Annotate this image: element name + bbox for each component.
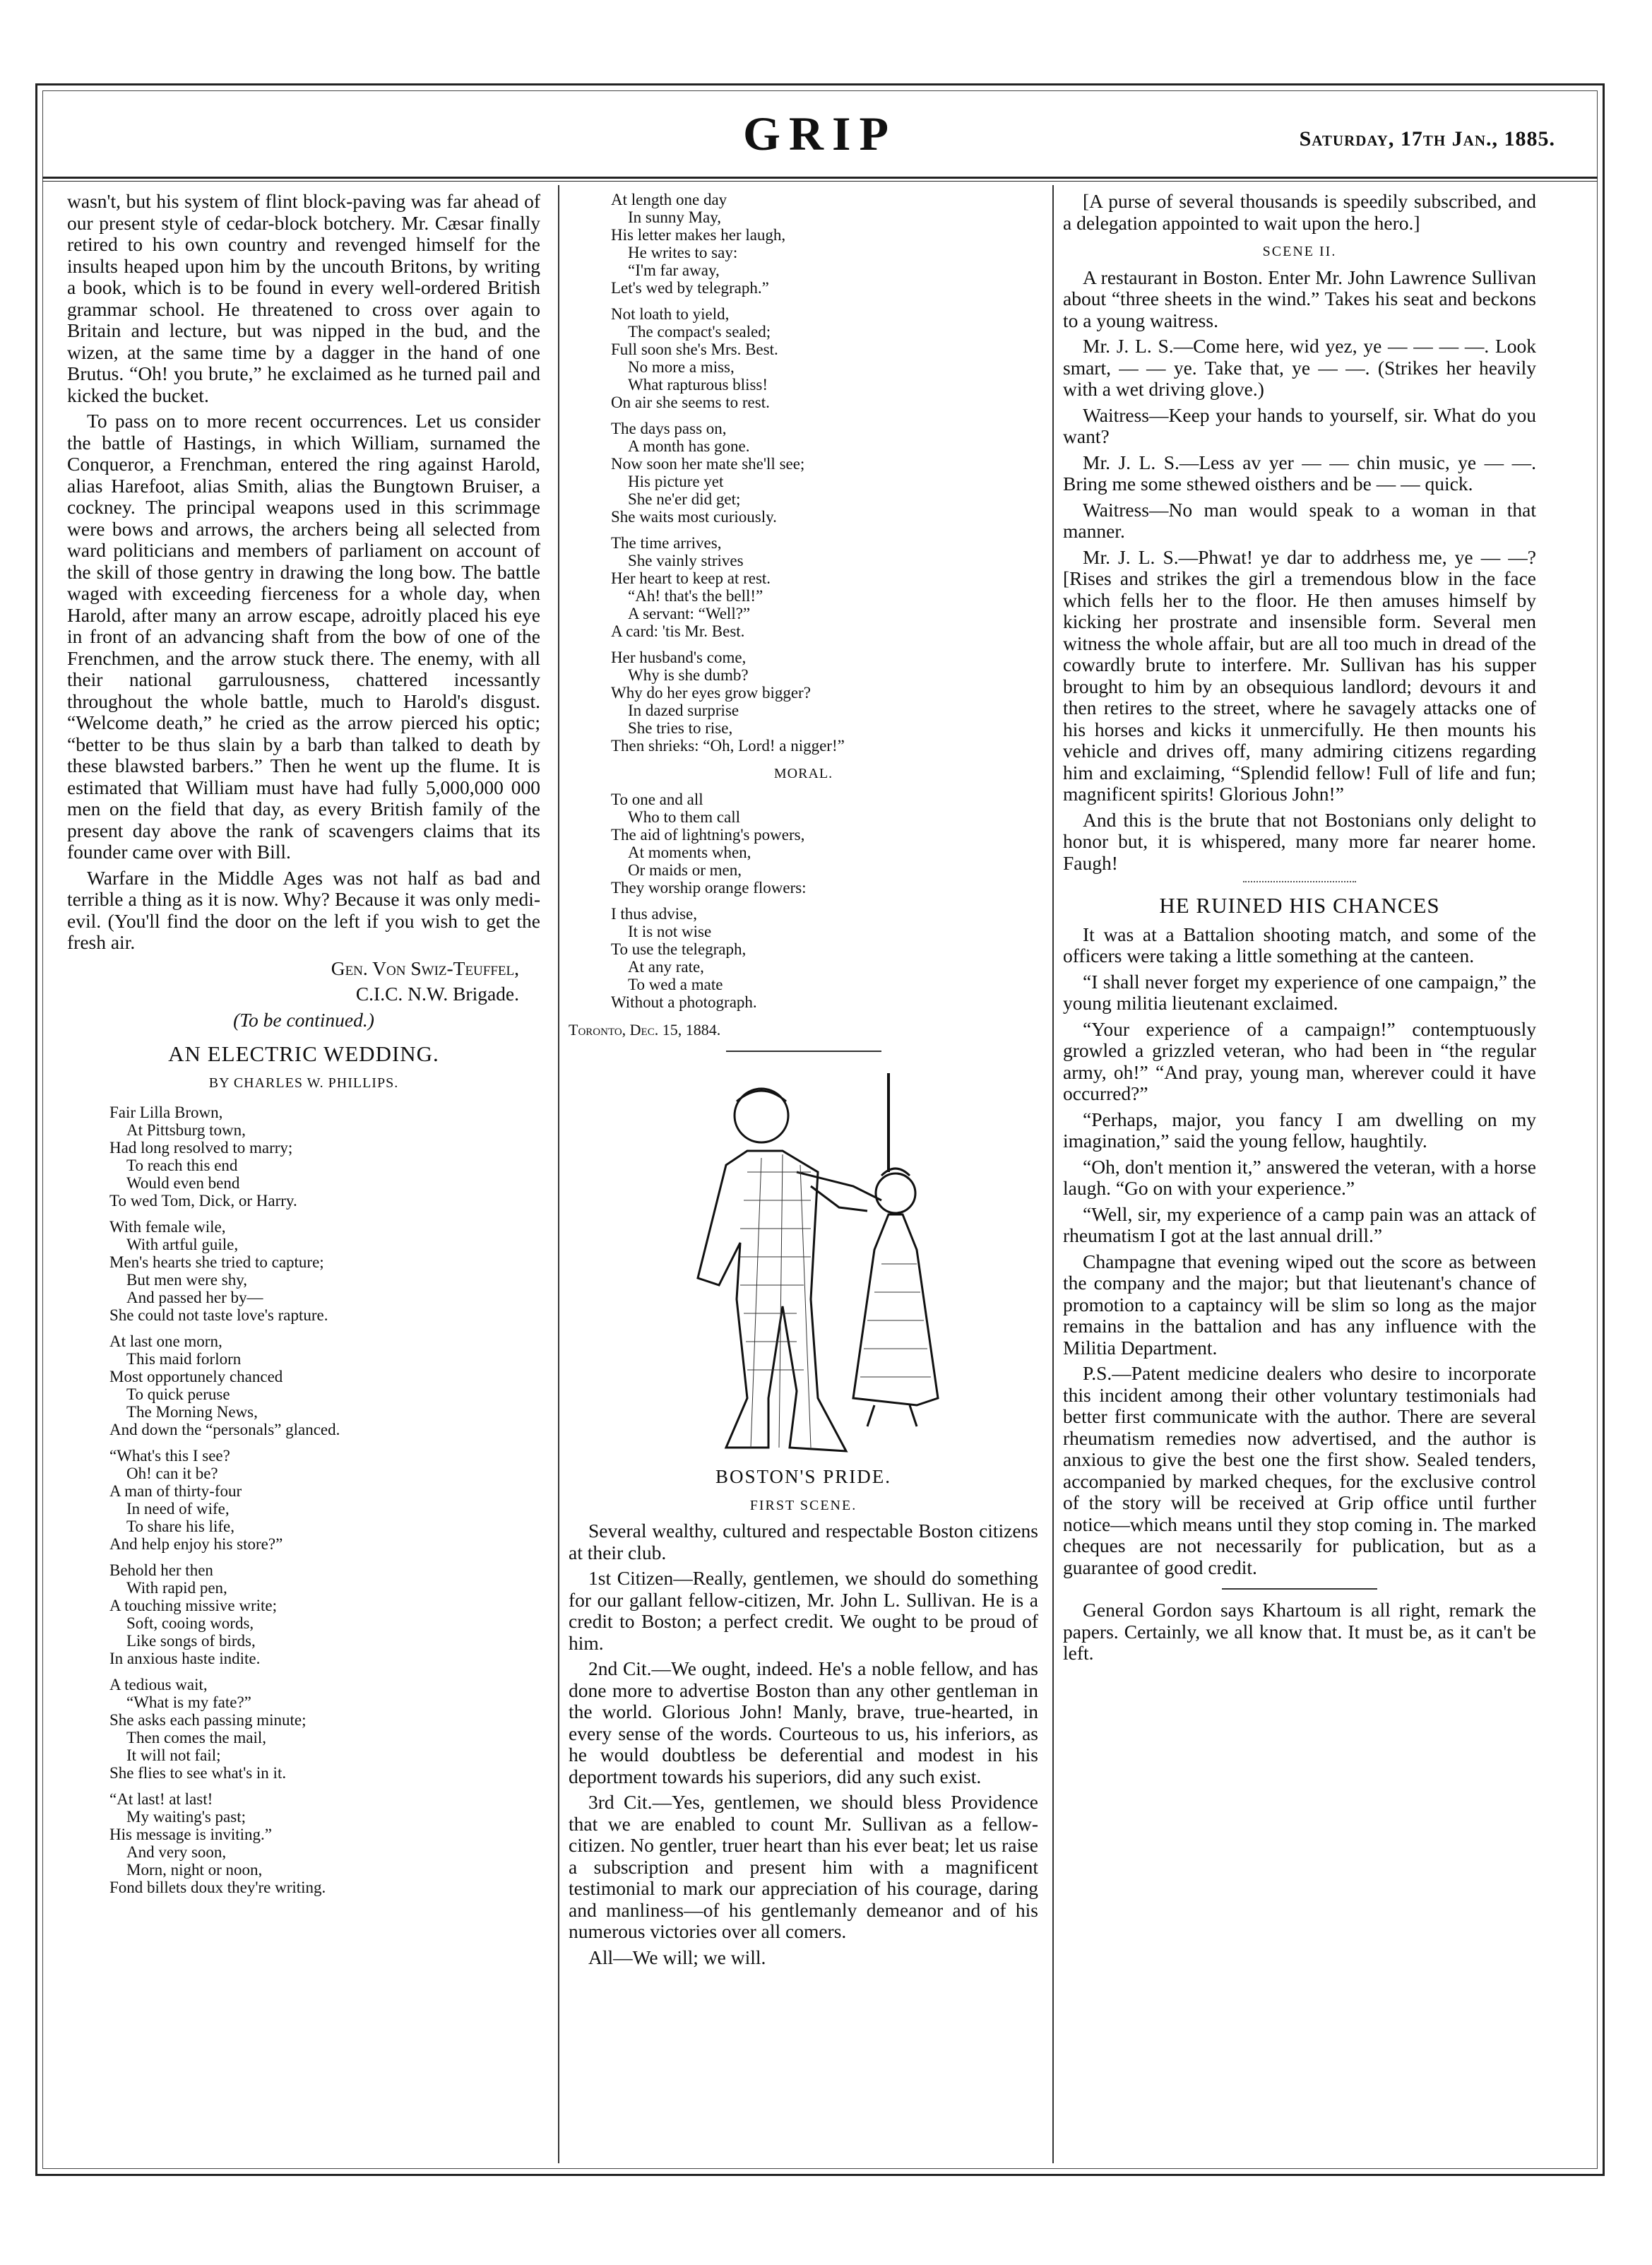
poem-line: Not loath to yield,	[611, 305, 730, 323]
signature-name: Gen. Von Swiz-Teuffel,	[331, 957, 519, 979]
poem-line: A card: 'tis Mr. Best.	[611, 622, 745, 640]
article-paragraph: “Well, sir, my experience of a camp pain was an attack of rheumatism I got at the last annual drill.”	[1063, 1202, 1536, 1246]
poem-line: It is not wise	[628, 922, 712, 940]
poem-line: Then shrieks: “Oh, Lord! a nigger!”	[611, 737, 845, 755]
poem-stanza	[109, 1218, 540, 1324]
poem-line: Or maids or men,	[628, 861, 742, 879]
poem-line: Full soon she's Mrs. Best.	[611, 341, 778, 358]
poem-line: In sunny May,	[628, 208, 722, 226]
poem-line: “I'm far away,	[628, 261, 720, 279]
poem-line: Her heart to keep at rest.	[611, 569, 771, 587]
poem-moral	[569, 791, 1038, 1011]
poem-line: At Pittsburg town,	[126, 1121, 246, 1139]
article-paragraph: It was at a Battalion shooting match, and some of the officers were taking a little something at the canteen.	[1063, 923, 1536, 966]
divider	[1222, 1588, 1377, 1590]
poem-stanza	[109, 1332, 540, 1438]
divider	[726, 1051, 881, 1052]
poem-line: To quick peruse	[126, 1385, 230, 1403]
poem-line: And passed her by—	[126, 1289, 263, 1306]
poem-line: This maid forlorn	[126, 1350, 242, 1368]
article-heading: HE RUINED HIS CHANCES	[1159, 893, 1440, 918]
poem-line: My waiting's past;	[126, 1808, 246, 1826]
article-paragraph: 2nd Cit.—We ought, indeed. He's a noble fellow, and has done more to advertise Boston than any other gentleman in the world. Glorious John! Manly, brave, true-hearted, in every sense of the words. Courteous to us, his inferiors, as he would doubtless be deferential and modest in his deportment towards his superiors, did any such exist.	[569, 1657, 1038, 1787]
poem-line: His letter makes her laugh,	[611, 226, 786, 244]
article-paragraph: Mr. J. L. S.—Come here, wid yez, ye — — — —. Look smart, — — ye. Take that, ye — —. (Strikes her heavily with a wet driving glove.)	[1063, 335, 1536, 400]
poem-line: Had long resolved to marry;	[109, 1139, 293, 1157]
signature-title: C.I.C. N.W. Brigade.	[355, 983, 519, 1005]
poem-line: But men were shy,	[126, 1271, 247, 1289]
poem-line: The Morning News,	[126, 1403, 258, 1421]
poem-line: She asks each passing minute;	[109, 1711, 307, 1729]
poem-line: A servant: “Well?”	[628, 605, 751, 622]
poem-line: Without a photograph.	[611, 993, 757, 1011]
poem-line: Behold her then	[109, 1561, 213, 1579]
poem-line: Fair Lilla Brown,	[109, 1104, 223, 1121]
poem-line: Her husband's come,	[611, 649, 747, 666]
poem-stanza	[109, 1676, 540, 1782]
dateline: Toronto, Dec. 15, 1884.	[569, 1020, 721, 1039]
poem-line: Men's hearts she tried to capture;	[109, 1253, 324, 1271]
masthead	[42, 99, 1598, 170]
poem-line: Most opportunely chanced	[109, 1368, 283, 1385]
poem-line: They worship orange flowers:	[611, 878, 807, 897]
poem-line: His picture yet	[628, 473, 724, 490]
poem-line: “What is my fate?”	[126, 1693, 251, 1711]
poem-line: He writes to say:	[628, 244, 738, 261]
poem-line: To wed a mate	[628, 975, 723, 993]
poem-line: And help enjoy his store?”	[109, 1535, 283, 1553]
poem-stanza	[109, 1790, 540, 1896]
poem-byline: BY CHARLES W. PHILLIPS.	[208, 1075, 399, 1091]
poem-line: “What's this I see?	[109, 1447, 230, 1465]
article-paragraph: P.S.—Patent medicine dealers who desire to incorporate this incident among their other voluntary testimonials had better first communicate with the author. There are several rheumatism remedies now advertised, and the author is anxious to give the best one the first show. Sealed tenders, accompanied by marked cheques, for the exclusive control of the story will be received at Grip office until further notice—which means until they stop coming in. The marked cheques are not necessarily for publication, but as a guarantee of good credit.	[1063, 1362, 1536, 1578]
poem-line: A tedious wait,	[109, 1676, 208, 1693]
masthead-title: GRIP	[743, 107, 897, 160]
poem-line: In need of wife,	[126, 1500, 230, 1518]
poem-line: To wed Tom, Dick, or Harry.	[109, 1192, 297, 1210]
poem-line: At length one day	[611, 191, 727, 208]
masthead-rule	[42, 177, 1598, 179]
article-paragraph: Waitress—No man would speak to a woman in that manner.	[1063, 498, 1536, 542]
poem-line: What rapturous bliss!	[628, 376, 768, 394]
article-paragraph: [A purse of several thousands is speedily subscribed, and a delegation appointed to wait upon the hero.]	[1063, 191, 1536, 234]
poem-stanza	[611, 649, 1038, 755]
poem-line: At last one morn,	[109, 1332, 222, 1350]
article-paragraph: Waitress—Keep your hands to yourself, sir. What do you want?	[1063, 403, 1536, 447]
poem-line: She ne'er did get;	[628, 490, 741, 508]
moral-label: MORAL.	[773, 766, 833, 781]
poem-line: Fond billets doux they're writing.	[109, 1879, 326, 1896]
poem-stanza	[109, 1104, 540, 1210]
poem-line: Why do her eyes grow bigger?	[611, 684, 811, 702]
poem-line: A month has gone.	[628, 437, 750, 455]
poem-line: With female wile,	[109, 1218, 226, 1236]
poem-line: Let's wed by telegraph.”	[611, 279, 769, 297]
poem-line: The aid of lightning's powers,	[611, 825, 805, 844]
article-paragraph: Several wealthy, cultured and respectable Boston citizens at their club.	[569, 1520, 1038, 1563]
poem-line: She tries to rise,	[628, 719, 733, 737]
cartoon-illustration	[585, 1066, 1023, 1462]
poem-line: With artful guile,	[126, 1236, 239, 1253]
poem-stanza	[611, 905, 1038, 1011]
poem-line: Soft, cooing words,	[126, 1614, 254, 1632]
article-paragraph: wasn't, but his system of flint block-paving was far ahead of our present style of cedar-block botchery. Mr. Cæsar finally retired to his own country and revenged himself for the insults heaped upon him by the uncouth Britons, by writing a book, which is to be found in every well-ordered British grammar school. He threatened to cross over again to Britain and lecture, but was nipped in the bud, and the wizen, at the same time by a dagger in the hand of one Brutus. “Oh! you brute,” he exclaimed as he turned pail and kicked the bucket.	[67, 191, 540, 406]
poem-line: Like songs of birds,	[126, 1632, 256, 1650]
poem-line: A man of thirty-four	[109, 1482, 242, 1500]
article-paragraph: General Gordon says Khartoum is all right, remark the papers. Certainly, we all know that. It must be, as it can't be left.	[1063, 1599, 1536, 1664]
article-paragraph: Mr. J. L. S.—Phwat! ye dar to addrhess me, ye — —? [Rises and strikes the girl a tremendous blow in the face which fells her to the floor. He then amuses himself by kicking her prostrate and insensible form. Several men witness the whole affair, but are all too much in dread of the cowardly brute to interfere. Mr. Sullivan has his supper brought to him by an obsequious landlord; devours it and then retires to the street, where he savagely attacks one of his horses and kicks it unmercifully. He then mounts his vehicle and drives off, many admiring citizens regarding him and exclaiming, “Splendid fellow! Full of life and fun; magnificent spirits! Glorious John!”	[1063, 545, 1536, 805]
poem-line: In anxious haste indite.	[109, 1650, 261, 1667]
poem-line: And down the “personals” glanced.	[109, 1421, 340, 1438]
scene-label: SCENE II.	[1262, 244, 1337, 259]
poem-line: Now soon her mate she'll see;	[611, 455, 805, 473]
poem-line: To share his life,	[126, 1518, 234, 1535]
scene-label: FIRST SCENE.	[749, 1497, 857, 1513]
article-paragraph: “Perhaps, major, you fancy I am dwelling on my imagination,” said the young fellow, haughtily.	[1063, 1108, 1536, 1152]
article-paragraph: All—We will; we will.	[588, 1946, 766, 1968]
poem-line: To one and all	[611, 790, 703, 808]
poem-line: Who to them call	[628, 808, 741, 826]
poem-line: “At last! at last!	[109, 1790, 213, 1808]
poem-line: The days pass on,	[611, 420, 727, 437]
poem-line: The time arrives,	[611, 534, 722, 552]
column-divider	[1052, 185, 1054, 2163]
poem-line: The compact's sealed;	[628, 323, 771, 341]
poem-line: She could not taste love's rapture.	[109, 1306, 328, 1324]
article-paragraph: “I shall never forget my experience of one campaign,” the young militia lieutenant exclaimed.	[1063, 970, 1536, 1014]
article-paragraph: And this is the brute that not Bostonians only delight to honor but, it is whispered, many more far nearer home. Faugh!	[1063, 808, 1536, 874]
poem-stanza	[611, 420, 1038, 526]
masthead-date: Saturday, 17th Jan., 1885.	[1299, 127, 1555, 150]
illustration-caption: BOSTON'S PRIDE.	[715, 1466, 891, 1487]
article-paragraph: Champagne that evening wiped out the score as between the company and the major; but that lieutenant's chance of promotion to a captaincy will be slim so long as the major remains in the battalion and has any influence with the Militia Department.	[1063, 1250, 1536, 1359]
poem-line: “Ah! that's the bell!”	[628, 587, 763, 605]
poem-line: Why is she dumb?	[628, 666, 749, 684]
article-paragraph: “Oh, don't mention it,” answered the veteran, with a horse laugh. “Go on with your experience.”	[1063, 1155, 1536, 1199]
poem-line: To reach this end	[126, 1157, 238, 1174]
poem-line: Oh! can it be?	[126, 1465, 218, 1482]
poem-stanza	[109, 1447, 540, 1553]
article-paragraph: “Your experience of a campaign!” contemptuously growled a grizzled veteran, who had been in “the regular army, oh!” “And pray, young man, wherever could it have occurred?”	[1063, 1017, 1536, 1104]
poem-line: She vainly strives	[628, 552, 744, 569]
poem-line: She flies to see what's in it.	[109, 1764, 287, 1782]
poem-stanza	[611, 305, 1038, 411]
poem-line: It will not fail;	[126, 1746, 221, 1764]
column-2	[569, 191, 1038, 2162]
article-paragraph: To pass on to more recent occurrences. Let us consider the battle of Hastings, in which William, surnamed the Conqueror, a Frenchman, entered the ring against Harold, alias Harefoot, alias Smith, alias the Bungtown Bruiser, a cockney. The principal weapons used in this scrimmage were bows and arrows, the archers being all selected from ward politicians and members of parliament on account of the skill of those gentry in drawing the long bow. The battle waged with exceeding fierceness for a whole day, when Harold, after many an arrow escape, adroitly placed his eye in front of an advancing shaft from the bow of one of the Frenchmen, and the arrow stuck there. The enemy, with all their national garrulousness, chattered incessantly throughout the whole battle, much to Harold's disgust. “Welcome death,” he cried as the arrow pierced his optic; “better to be thus slain by a barb than talked to death by these blawsted barbers.” Then he went up the flume. It is estimated that William must have had fully 5,000,000 000 men on the field that day, as every British family of the present day above the rank of scavengers claims that its founder came over with Bill.	[67, 410, 540, 863]
poem-line: At any rate,	[628, 957, 704, 976]
poem-line: She waits most curiously.	[611, 508, 777, 526]
poem-line: No more a miss,	[628, 358, 735, 376]
article-paragraph: A restaurant in Boston. Enter Mr. John Lawrence Sullivan about “three sheets in the wind.” Takes his seat and beckons to a young waitress.	[1063, 266, 1536, 331]
poem-line: Then comes the mail,	[126, 1729, 266, 1746]
column-3	[1063, 191, 1536, 2162]
poem	[67, 1104, 540, 1896]
column-1	[67, 191, 540, 2162]
article-paragraph: 3rd Cit.—Yes, gentlemen, we should bless Providence that we are enabled to count Mr. Sullivan as a fellow-citizen. No gentler, truer heart than his ever beat; let us raise a subscription and present him with a magnificent testimonial to mark our appreciation of his courage, daring and manliness—of his gentlemanly demeanor and of his numerous victories over all comers.	[569, 1791, 1038, 1942]
to-be-continued: (To be continued.)	[233, 1008, 374, 1031]
poem-line: And very soon,	[126, 1843, 227, 1861]
poem-title: AN ELECTRIC WEDDING.	[168, 1041, 439, 1066]
article-paragraph: Mr. J. L. S.—Less av yer — — chin music, ye — —. Bring me some sthewed oisthers and be — — quick.	[1063, 451, 1536, 495]
poem-line: At moments when,	[628, 843, 751, 861]
divider	[1243, 881, 1356, 882]
poem-line: Would even bend	[126, 1174, 240, 1192]
article-paragraph: 1st Citizen—Really, gentlemen, we should do something for our gallant fellow-citizen, Mr. John L. Sullivan. He is a credit to Boston; a perfect credit. We ought to be proud of him.	[569, 1567, 1038, 1654]
column-divider	[558, 185, 559, 2163]
poem-line: I thus advise,	[611, 904, 698, 923]
poem-line: With rapid pen,	[126, 1579, 227, 1597]
poem-line: On air she seems to rest.	[611, 394, 770, 411]
poem-stanza	[109, 1561, 540, 1667]
poem-stanza	[611, 191, 1038, 297]
article-paragraph: Warfare in the Middle Ages was not half as bad and terrible a thing as it is now. Why? Because it was only medi-evil. (You'll find the door on the left if you wish to get the fresh air.	[67, 866, 540, 953]
poem-continued	[569, 191, 1038, 755]
poem-line: In dazed surprise	[628, 702, 739, 719]
poem-stanza	[611, 534, 1038, 640]
poem-line: To use the telegraph,	[611, 940, 747, 958]
poem-line: A touching missive write;	[109, 1597, 278, 1614]
poem-stanza	[611, 791, 1038, 897]
masthead-rule-thin	[42, 181, 1598, 182]
poem-line: His message is inviting.”	[109, 1826, 272, 1843]
poem-line: Morn, night or noon,	[126, 1861, 263, 1879]
woman-head	[876, 1173, 915, 1213]
